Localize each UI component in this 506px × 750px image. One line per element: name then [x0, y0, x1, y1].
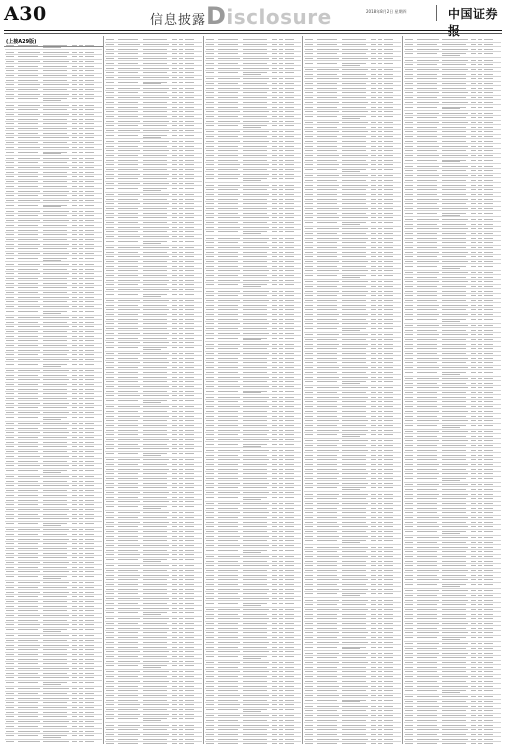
- row-group: [105, 38, 202, 744]
- table-column-4: [303, 36, 403, 744]
- newspaper-logo: 中国证券: [448, 7, 499, 21]
- table-row: [105, 742, 202, 744]
- section-title-rest: isclosure: [226, 5, 332, 29]
- table-column-5: [403, 36, 502, 744]
- disclosure-table: [4, 36, 502, 744]
- continued-heading: (上接A29版): [4, 36, 103, 47]
- section-title-english: [206, 2, 332, 30]
- row-group: [304, 38, 401, 744]
- section-title-chinese: 信息披露: [150, 13, 207, 28]
- page-number: A30: [4, 3, 47, 25]
- issue-date: 2018年8月2日 星期四: [366, 9, 407, 14]
- masthead: [0, 0, 506, 33]
- header-rule: [4, 30, 502, 31]
- table-column-3: [204, 36, 304, 744]
- table-row: [304, 742, 401, 744]
- table-row: [5, 740, 102, 744]
- row-group: [404, 38, 501, 744]
- table-row: [205, 742, 302, 744]
- header-thin-rule: [4, 33, 502, 34]
- logo-divider: [436, 5, 437, 21]
- table-row: [404, 742, 501, 744]
- table-column-2: [104, 36, 204, 744]
- row-group: [205, 38, 302, 744]
- table-column-1: [4, 36, 104, 744]
- row-group: [5, 44, 102, 744]
- section-title-initial: D: [206, 2, 227, 30]
